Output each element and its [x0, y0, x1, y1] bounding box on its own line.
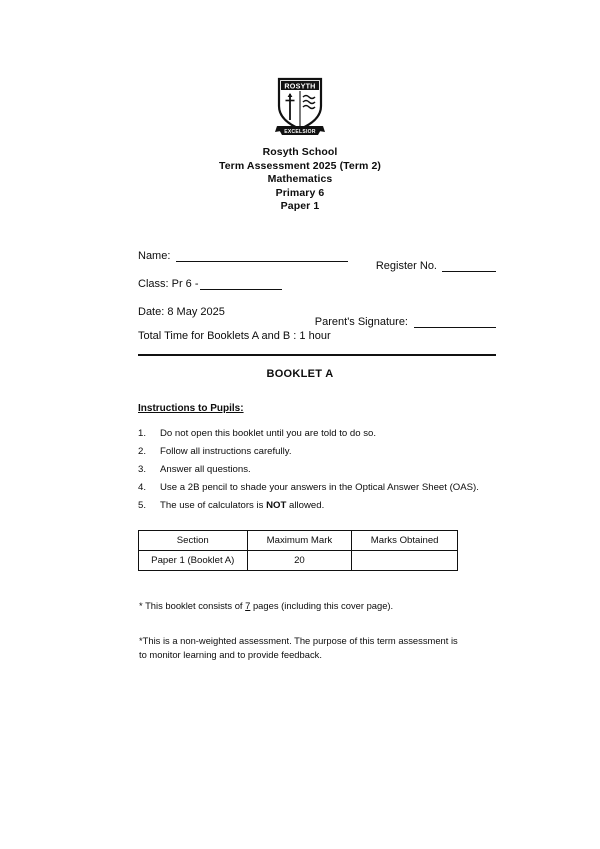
pages-note-prefix: * This booklet consists of [139, 600, 246, 611]
booklet-heading: BOOKLET A [266, 368, 334, 380]
column-header-marks-obtained: Marks Obtained [352, 531, 458, 551]
signature-input[interactable] [414, 316, 496, 328]
school-crest-container [0, 76, 600, 138]
name-input[interactable] [176, 250, 348, 262]
instruction-number: 2. [138, 446, 147, 457]
marks-table [138, 530, 458, 571]
cell-marks-obtained[interactable] [352, 551, 458, 571]
register-input[interactable] [442, 260, 496, 272]
column-header-section: Section [139, 531, 248, 551]
class-row [138, 278, 496, 306]
instructions-list [138, 425, 498, 515]
instruction-item [138, 497, 498, 515]
assessment-name: Term Assessment 2025 (Term 2) [218, 159, 382, 172]
register-field [376, 260, 496, 272]
instruction-text: Use a 2B pencil to shade your answers in the Optical Answer Sheet (OAS). [160, 482, 479, 493]
table-row [139, 551, 458, 571]
instruction-item [138, 425, 498, 443]
paper-name: Paper 1 [280, 200, 320, 212]
instruction-text: The use of calculators is NOT allowed. [160, 500, 325, 511]
class-input[interactable] [200, 278, 282, 290]
instruction-item [138, 443, 498, 461]
school-name: Rosyth School [262, 146, 338, 158]
instruction-text: Do not open this booklet until you are told to do so. [160, 428, 376, 439]
pages-note-suffix: pages (including this cover page). [250, 600, 394, 611]
pages-count: 7 [245, 600, 251, 611]
signature-label: Parent's Signature: [314, 316, 408, 328]
cell-section: Paper 1 (Booklet A) [139, 551, 248, 571]
instruction-item [138, 479, 498, 497]
instruction-number: 1. [138, 428, 147, 439]
register-label: Register No. [375, 260, 437, 272]
instructions-heading: Instructions to Pupils: [138, 403, 244, 414]
instruction-number: 4. [138, 482, 147, 493]
name-row [138, 250, 496, 278]
svg-text:EXCELSIOR: EXCELSIOR [284, 129, 316, 135]
instruction-text: Follow all instructions carefully. [160, 446, 292, 457]
subject-name: Mathematics [267, 173, 333, 185]
level-name: Primary 6 [275, 186, 325, 199]
total-time-text: Total Time for Booklets A and B : 1 hour [138, 330, 331, 342]
table-header-row [139, 531, 458, 551]
instruction-number: 5. [138, 500, 147, 511]
class-label: Class: Pr 6 - [138, 278, 199, 290]
header-divider [138, 354, 496, 356]
instruction-number: 3. [138, 464, 147, 475]
signature-field [315, 316, 496, 328]
date-value: 8 May 2025 [167, 306, 225, 318]
svg-text:ROSYTH: ROSYTH [284, 81, 316, 91]
page-title [0, 146, 600, 214]
pages-note [139, 600, 393, 611]
rosyth-school-crest-icon [274, 76, 326, 138]
weighting-note: *This is a non-weighted assessment. The purpose of this term assessment is to monitor learning and to provide feedback. [139, 635, 458, 660]
name-label: Name: [138, 250, 171, 262]
cell-maximum-mark: 20 [247, 551, 352, 571]
candidate-particulars [138, 250, 496, 334]
instruction-item [138, 461, 498, 479]
instruction-text: Answer all questions. [160, 464, 251, 475]
column-header-maximum-mark: Maximum Mark [247, 531, 352, 551]
date-label: Date: [138, 306, 165, 318]
